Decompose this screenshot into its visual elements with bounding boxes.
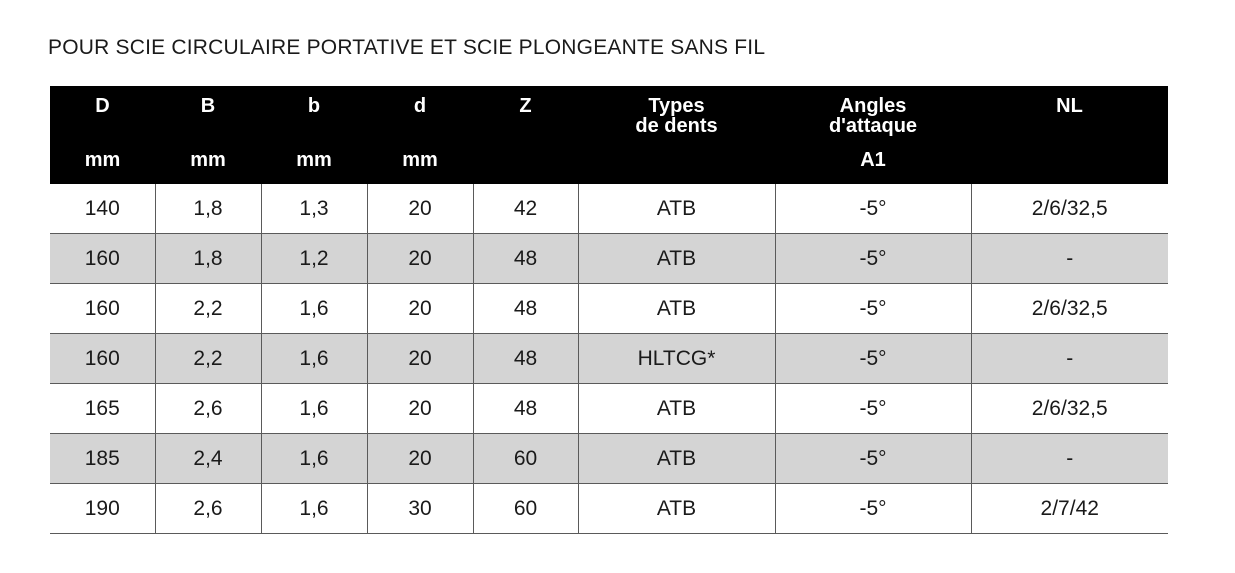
column-header-label: d'attaque	[828, 115, 918, 137]
table-cell: HLTCG*	[578, 334, 775, 384]
table-cell: 1,8	[155, 234, 261, 284]
table-cell: -5°	[775, 234, 971, 284]
table-cell: 2,4	[155, 434, 261, 484]
table-cell: 20	[367, 434, 473, 484]
table-cell: 2,6	[155, 384, 261, 434]
table-cell: 165	[50, 384, 155, 434]
table-cell: 2/6/32,5	[971, 384, 1168, 434]
table-cell: -5°	[775, 334, 971, 384]
column-header	[155, 86, 261, 148]
column-header-label: d	[413, 95, 427, 117]
column-header	[473, 86, 578, 148]
column-header-label: Z	[519, 95, 532, 117]
table-cell: 20	[367, 234, 473, 284]
column-unit	[578, 148, 775, 184]
table-cell: 60	[473, 434, 578, 484]
table-cell: 30	[367, 484, 473, 534]
column-unit: mm	[261, 148, 367, 184]
column-header-label: NL	[1056, 95, 1083, 117]
column-header-label: Angles	[839, 95, 907, 117]
column-unit: mm	[367, 148, 473, 184]
table-row	[50, 384, 1168, 434]
column-header-label: D	[95, 95, 110, 117]
table-cell: -	[971, 434, 1168, 484]
table-cell: 1,2	[261, 234, 367, 284]
table-cell: ATB	[578, 484, 775, 534]
table-cell: -5°	[775, 484, 971, 534]
table-cell: 1,6	[261, 484, 367, 534]
table-cell: 1,6	[261, 384, 367, 434]
table-row	[50, 434, 1168, 484]
table-cell: 160	[50, 234, 155, 284]
table-row	[50, 334, 1168, 384]
table-row	[50, 484, 1168, 534]
table-cell: 1,3	[261, 184, 367, 234]
table-body	[50, 184, 1168, 534]
table-cell: 190	[50, 484, 155, 534]
table-cell: 2,2	[155, 284, 261, 334]
column-header-label: de dents	[635, 115, 718, 137]
column-header	[367, 86, 473, 148]
table-row	[50, 234, 1168, 284]
table-cell: 140	[50, 184, 155, 234]
table-cell: ATB	[578, 184, 775, 234]
table-cell: 20	[367, 334, 473, 384]
column-unit: A1	[775, 148, 971, 184]
table-cell: -	[971, 234, 1168, 284]
column-unit	[473, 148, 578, 184]
column-header-label: B	[200, 95, 216, 117]
table-cell: 160	[50, 334, 155, 384]
column-unit	[971, 148, 1168, 184]
table-header	[50, 86, 1168, 184]
table-cell: 20	[367, 384, 473, 434]
table-cell: 20	[367, 284, 473, 334]
table-cell: -5°	[775, 184, 971, 234]
table-cell: 42	[473, 184, 578, 234]
saw-blade-spec-table	[50, 86, 1168, 534]
table-cell: 1,6	[261, 434, 367, 484]
column-unit: mm	[155, 148, 261, 184]
column-unit: mm	[50, 148, 155, 184]
table-cell: ATB	[578, 434, 775, 484]
table-cell: 2,2	[155, 334, 261, 384]
table-cell: -5°	[775, 384, 971, 434]
table-cell: 48	[473, 234, 578, 284]
table-row	[50, 284, 1168, 334]
column-header	[775, 86, 971, 148]
table-cell: 1,6	[261, 334, 367, 384]
table-cell: 2/7/42	[971, 484, 1168, 534]
table-cell: 1,6	[261, 284, 367, 334]
table-cell: 1,8	[155, 184, 261, 234]
table-cell: 20	[367, 184, 473, 234]
table-cell: ATB	[578, 384, 775, 434]
table-cell: -5°	[775, 284, 971, 334]
table-title: POUR SCIE CIRCULAIRE PORTATIVE ET SCIE PLONGEANTE SANS FIL	[48, 36, 766, 59]
column-header	[50, 86, 155, 148]
table-cell: ATB	[578, 234, 775, 284]
table-cell: 48	[473, 284, 578, 334]
column-header-label: Types	[648, 95, 705, 117]
table-row	[50, 184, 1168, 234]
column-header	[578, 86, 775, 148]
table-cell: 2/6/32,5	[971, 284, 1168, 334]
column-header	[261, 86, 367, 148]
table-cell: 160	[50, 284, 155, 334]
table-cell: ATB	[578, 284, 775, 334]
table-cell: 48	[473, 384, 578, 434]
table-cell: 48	[473, 334, 578, 384]
table-cell: 2/6/32,5	[971, 184, 1168, 234]
table-cell: 2,6	[155, 484, 261, 534]
table-cell: 60	[473, 484, 578, 534]
table-cell: 185	[50, 434, 155, 484]
column-header	[971, 86, 1168, 148]
table-cell: -	[971, 334, 1168, 384]
table-cell: -5°	[775, 434, 971, 484]
column-header-label: b	[307, 95, 321, 117]
